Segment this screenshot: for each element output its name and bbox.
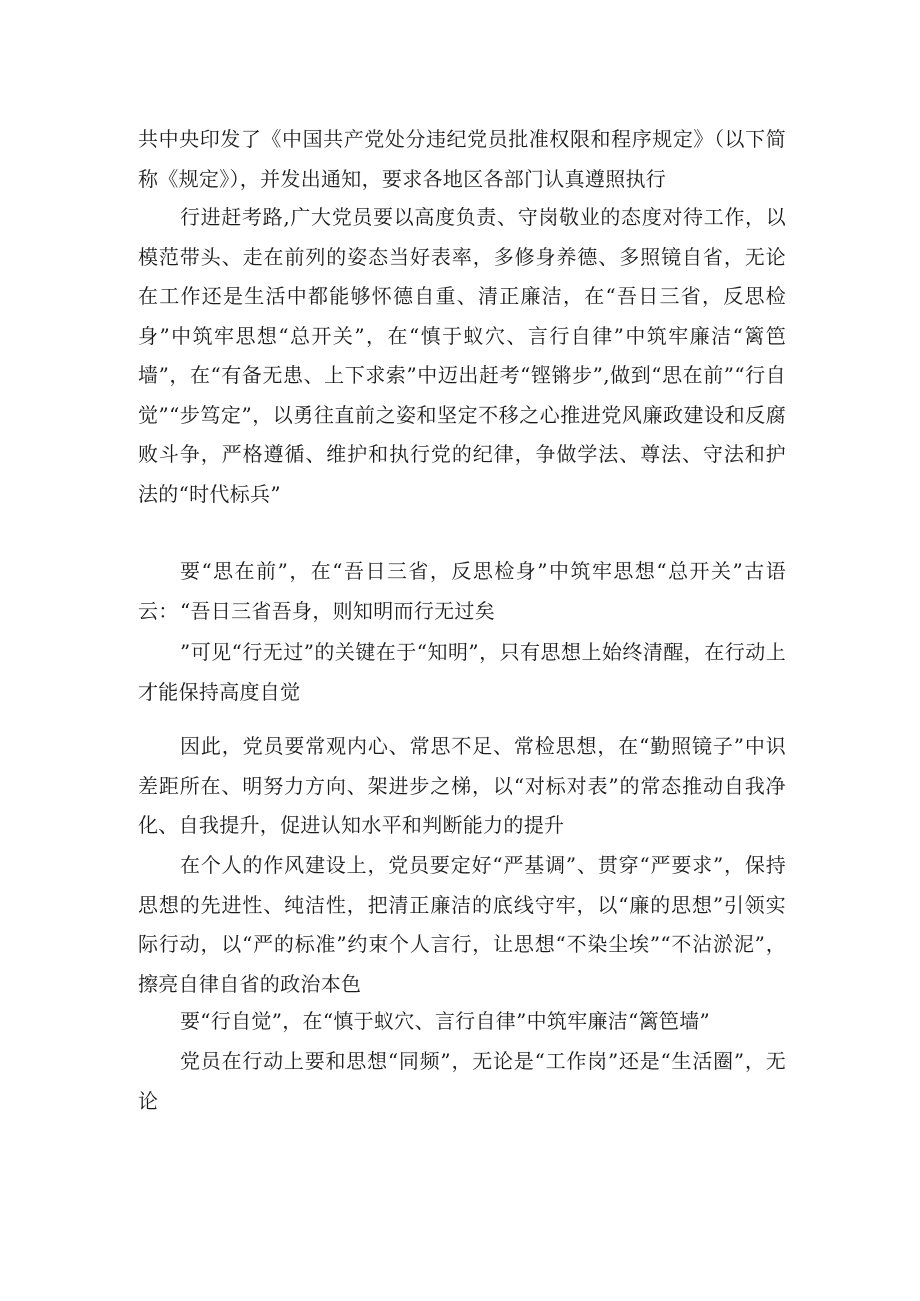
paragraph-act-consciously: 要“行自觉”，在“慎于蚁穴、言行自律”中筑牢廉洁“篱笆墙” xyxy=(180,1009,711,1033)
paragraph-think-first: 要“思在前”，在“吾日三省，反思检身”中筑牢思想“总开关”古语云： xyxy=(138,559,786,623)
paragraph-style-building: 在个人的作风建设上，党员要定好“严基调”、贯穿“严要求”，保持思想的先进性、纯洁性，把清正廉洁的底线守牢，以“廉的思想”引领实际行动，以“严的标准”约束个人言行，让思想“不染尘埃”“不沾淤泥”，擦亮自律自省的政治本色 xyxy=(138,853,786,996)
paragraph-quote: “吾日三省吾身，则知明而行无过矣 xyxy=(180,599,496,623)
paragraph-action-sync: 党员在行动上要和思想“同频”，无论是“工作岗”还是“生活圈”，无论 xyxy=(138,1049,786,1113)
paragraph-regulation-notice: 共中央印发了《中国共产党处分违纪党员批准权限和程序规定》（以下简称《规定》），并发出通知，要求各地区各部门认真遵照执行 xyxy=(138,127,786,191)
paragraph-knowledge: ”可见“行无过”的关键在于“知明”，只有思想上始终清醒，在行动上才能保持高度自觉 xyxy=(138,640,786,704)
paragraph-mirror: 因此，党员要常观内心、常思不足、常检思想，在“勤照镜子”中识差距所在、明努力方向、架进步之梯，以“对标对表”的常态推动自我净化、自我提升，促进认知水平和判断能力的提升 xyxy=(138,734,786,837)
paragraph-exam-road: 行进赶考路,广大党员要以高度负责、守岗敬业的态度对待工作，以模范带头、走在前列的姿态当好表率，多修身养德、多照镜自省，无论在工作还是生活中都能够怀德自重、清正廉洁，在“吾日三省，反思检身”中筑牢思想“总开关”，在“慎于蚁穴、言行自律”中筑牢廉洁“篱笆墙”，在“有备无患、上下求索”中迈出赶考“铿锵步”,做到“思在前”“行自觉”“步笃定”，以勇往直前之姿和坚定不移之心推进党风廉政建设和反腐败斗争，严格遵循、维护和执行党的纪律，争做学法、尊法、守法和护法的“时代标兵” xyxy=(138,205,786,506)
